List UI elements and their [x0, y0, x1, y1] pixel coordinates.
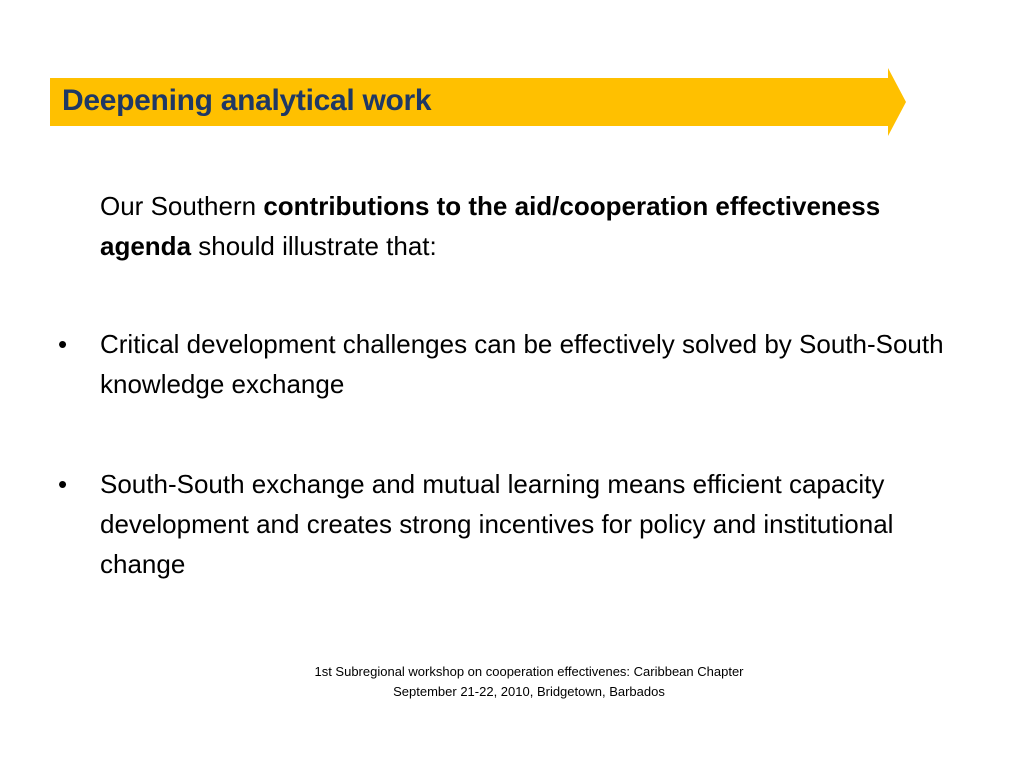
footer: [0, 662, 1024, 702]
intro-text-before: Our Southern: [100, 191, 264, 221]
bullet-item: [58, 324, 978, 404]
bullet-dot-icon: •: [58, 469, 68, 499]
footer-line-2: September 21-22, 2010, Bridgetown, Barbados: [393, 684, 665, 699]
bullet-dot-icon: •: [58, 329, 68, 359]
bullet-item: [58, 464, 978, 584]
slide-title: Deepening analytical work: [62, 84, 432, 117]
intro-paragraph: [100, 186, 900, 266]
bullet-list: [58, 324, 978, 644]
intro-bold-text: contributions to the aid/cooperation effectiveness agenda: [100, 191, 881, 261]
intro-text-after: should illustrate that:: [191, 231, 437, 261]
footer-line-1: 1st Subregional workshop on cooperation effectivenes: Caribbean Chapter: [314, 664, 744, 679]
title-banner: [50, 68, 906, 136]
bullet-text: South-South exchange and mutual learning means efficient capacity development and creates strong incentives for policy and institutional change: [100, 469, 894, 579]
bullet-text: Critical development challenges can be effectively solved by South-South knowledge exchange: [100, 329, 944, 399]
